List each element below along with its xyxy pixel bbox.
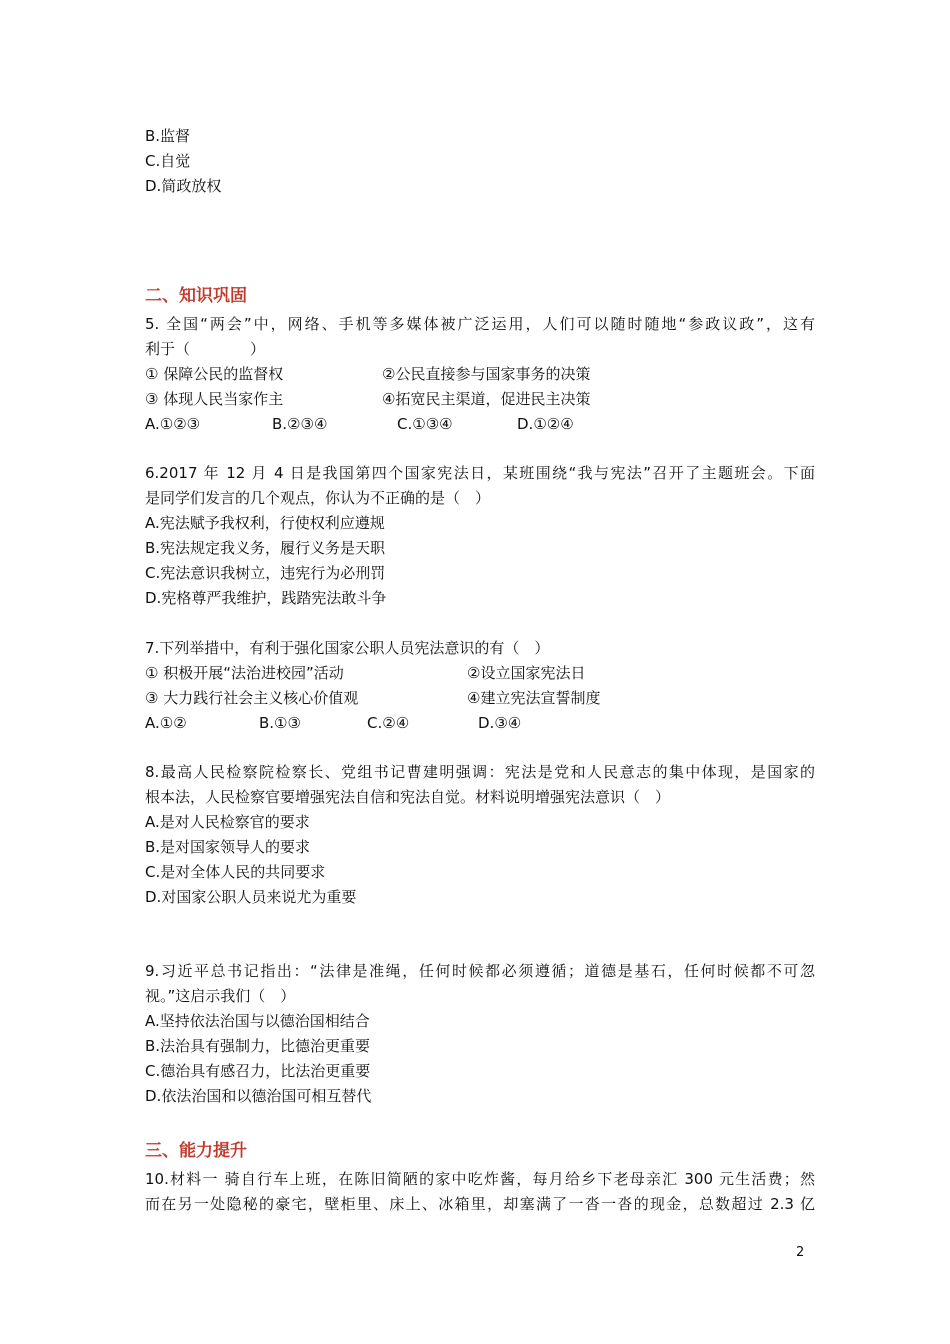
q4-option-d: D.简政放权 (145, 177, 222, 195)
q8-option-c: C.是对全体人民的共同要求 (145, 863, 326, 881)
q8-option-b: B.是对国家领导人的要求 (145, 838, 311, 856)
q6-stem-line1: 6.2017 年 12 月 4 日是我国第四个国家宪法日，某班围绕“我与宪法”召开了主题班会。下面 (145, 464, 815, 482)
q5-items-row2 (145, 387, 815, 412)
q8-stem-line1: 8.最高人民检察院检察长、党组书记曹建明强调：宪法是党和人民意志的集中体现，是国家的 (145, 763, 815, 781)
q8-option-d: D.对国家公职人员来说尤为重要 (145, 888, 357, 906)
q9-option-b: B.法治具有强制力，比德治更重要 (145, 1037, 371, 1055)
q7-items-row2 (145, 686, 815, 711)
question-4-options (145, 124, 815, 199)
q5-item-4: ④拓宽民主渠道，促进民主决策 (382, 390, 591, 408)
q5-items-row1 (145, 362, 815, 387)
q5-item-2: ②公民直接参与国家事务的决策 (382, 365, 591, 383)
question-8 (145, 760, 815, 910)
q6-option-a: A.宪法赋予我权利，行使权利应遵规 (145, 514, 385, 532)
q8-stem-line2: 根本法，人民检察官要增强宪法自信和宪法自觉。材料说明增强宪法意识（ ） (145, 788, 671, 806)
q9-stem-line2: 视。”这启示我们（ ） (145, 987, 296, 1005)
question-9 (145, 959, 815, 1109)
q5-choice-d: D.①②④ (517, 415, 574, 433)
question-7 (145, 636, 815, 736)
q7-choice-b: B.①③ (259, 714, 301, 732)
q5-item-1: ① 保障公民的监督权 (145, 365, 284, 383)
q5-choice-c: C.①③④ (397, 415, 453, 433)
q9-option-c: C.德治具有感召力，比法治更重要 (145, 1062, 371, 1080)
q9-option-d: D.依法治国和以德治国可相互替代 (145, 1087, 372, 1105)
q7-choice-d: D.③④ (478, 714, 522, 732)
q9-stem-line1: 9.习近平总书记指出：“法律是准绳，任何时候都必须遵循；道德是基石，任何时候都不可忽 (145, 962, 815, 980)
question-10 (145, 1167, 815, 1217)
q7-item-4: ④建立宪法宣誓制度 (467, 689, 601, 707)
q5-choice-b: B.②③④ (272, 415, 328, 433)
q6-stem-line2: 是同学们发言的几个观点，你认为不正确的是（ ） (145, 489, 491, 507)
q7-item-3: ③ 大力践行社会主义核心价值观 (145, 689, 359, 707)
q4-option-c: C.自觉 (145, 152, 191, 170)
question-6 (145, 461, 815, 611)
q7-item-2: ②设立国家宪法日 (467, 664, 586, 682)
section-3-heading: 三、能力提升 (145, 1141, 247, 1161)
q7-items-row1 (145, 661, 815, 686)
q6-option-c: C.宪法意识我树立，违宪行为必刑罚 (145, 564, 386, 582)
q10-stem-line2: 而在另一处隐秘的豪宅，壁柜里、床上、冰箱里，却塞满了一沓一沓的现金，总数超过 2.3 亿 (145, 1195, 815, 1213)
q7-choices (145, 711, 815, 736)
q5-choices (145, 412, 815, 437)
q8-option-a: A.是对人民检察官的要求 (145, 813, 310, 831)
q7-stem-line1: 7.下列举措中，有利于强化国家公职人员宪法意识的有（ ） (145, 639, 550, 657)
q9-option-a: A.坚持依法治国与以德治国相结合 (145, 1012, 370, 1030)
section-2-heading: 二、知识巩固 (145, 286, 247, 306)
q5-stem-line1: 5. 全国“两会”中，网络、手机等多媒体被广泛运用，人们可以随时随地“参政议政”，这有 (145, 315, 815, 333)
q10-stem-line1: 10.材料一 骑自行车上班，在陈旧简陋的家中吃炸酱，每月给乡下老母亲汇 300 元生活费；然 (145, 1170, 815, 1188)
q5-stem-line2: 利于（ ） (145, 340, 266, 358)
q7-choice-a: A.①② (145, 714, 187, 732)
q7-item-1: ① 积极开展“法治进校园”活动 (145, 664, 344, 682)
page-number: 2 (796, 1245, 805, 1260)
q4-option-b: B.监督 (145, 127, 191, 145)
q5-item-3: ③ 体现人民当家作主 (145, 390, 284, 408)
q6-option-d: D.宪格尊严我维护，践踏宪法敢斗争 (145, 589, 387, 607)
q6-option-b: B.宪法规定我义务，履行义务是天职 (145, 539, 386, 557)
question-5 (145, 312, 815, 437)
q5-choice-a: A.①②③ (145, 415, 201, 433)
q7-choice-c: C.②④ (367, 714, 410, 732)
